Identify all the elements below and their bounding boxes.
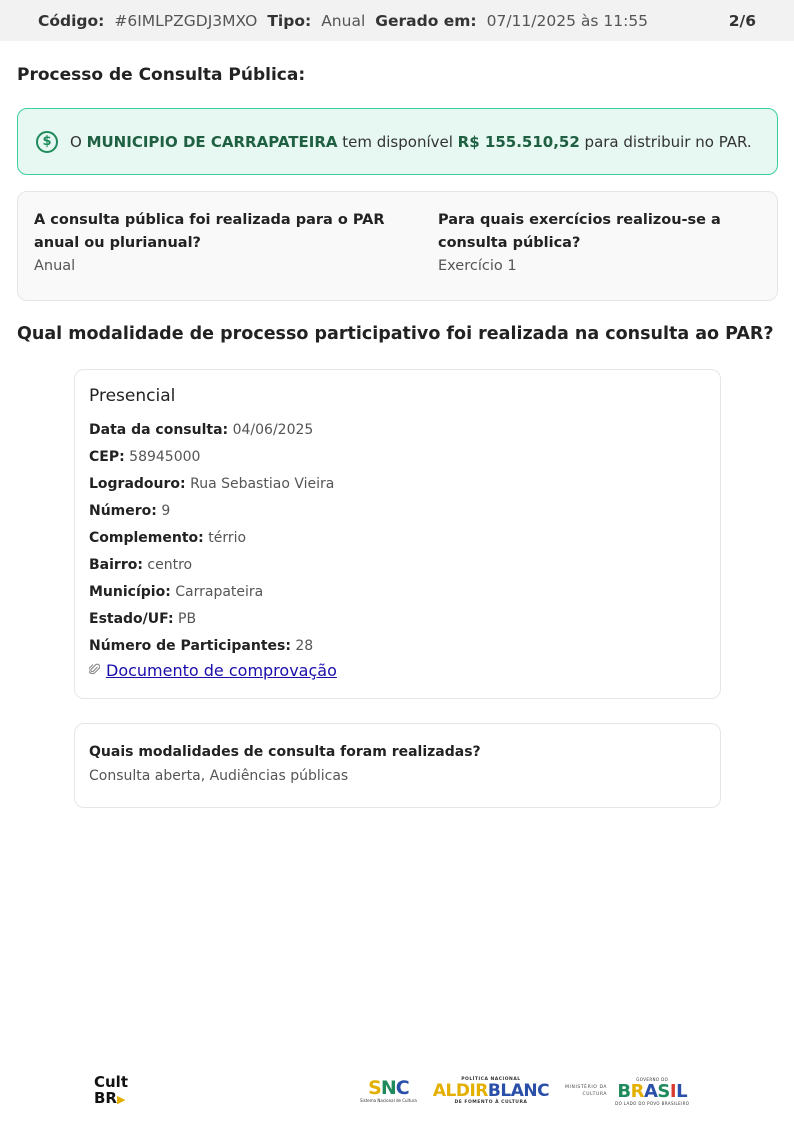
- budget-alert-text: [70, 133, 752, 151]
- info-question-2: Para quais exercícios realizou-se a consulta pública?: [438, 212, 721, 251]
- section-title: Processo de Consulta Pública:: [17, 65, 306, 85]
- info-col-exercicios: [438, 209, 758, 278]
- field-municipio: Município: Carrapateira: [89, 584, 264, 600]
- field-numero: Número: 9: [89, 503, 171, 519]
- presencial-fields: [89, 417, 337, 682]
- alert-middle: tem disponível: [337, 132, 458, 151]
- info-answer-2: Exercício 1: [438, 258, 517, 274]
- alert-prefix: O: [70, 132, 87, 151]
- minc-line1: MINISTÉRIO DA: [565, 1085, 608, 1090]
- info-answer-1: Anual: [34, 258, 76, 274]
- info-col-periodicidade: [34, 209, 419, 278]
- paperclip-icon: [89, 663, 100, 680]
- aldir-blanc-main: ALDIRBLANC: [432, 1081, 550, 1101]
- governo-brasil-logo: [615, 1077, 689, 1106]
- document-link[interactable]: Documento de comprovação: [106, 661, 337, 680]
- info-question-1: A consulta pública foi realizada para o PAR anual ou plurianual?: [34, 212, 385, 251]
- codigo-label: Código:: [38, 11, 105, 30]
- aldir-blanc-top: POLÍTICA NACIONAL: [461, 1077, 521, 1082]
- aldir-blanc-logo: [433, 1077, 549, 1105]
- tipo-label: Tipo:: [267, 11, 312, 30]
- field-data-consulta: Data da consulta: 04/06/2025: [89, 422, 314, 438]
- aldir-blanc-bottom: DE FOMENTO À CULTURA: [454, 1100, 528, 1105]
- modes-card: [74, 723, 721, 808]
- alert-municipio: MUNICIPIO DE CARRAPATEIRA: [86, 132, 338, 151]
- consulta-info-card: [17, 191, 778, 301]
- field-participantes: Número de Participantes: 28: [89, 638, 314, 654]
- alert-suffix: para distribuir no PAR.: [579, 132, 752, 151]
- dollar-circle-icon: $: [36, 131, 58, 153]
- codigo-value: #6IMLPZGDJ3MXO: [114, 11, 258, 30]
- field-bairro: Bairro: centro: [89, 557, 193, 573]
- tipo-value: Anual: [321, 11, 366, 30]
- gov-main: BRASIL: [617, 1080, 688, 1102]
- snc-logo: S N C Sistema Nacional de Cultura: [360, 1077, 417, 1103]
- ministerio-cultura-logo: [565, 1084, 607, 1098]
- snc-logo-subtitle: Sistema Nacional de Cultura: [360, 1098, 417, 1103]
- field-estado: Estado/UF: PB: [89, 611, 197, 627]
- modes-question: Quais modalidades de consulta foram realizadas?: [89, 744, 481, 760]
- cultbr-logo-line2: BR: [94, 1089, 117, 1107]
- cultbr-logo-line1: Cult: [94, 1073, 128, 1091]
- document-header: [0, 0, 794, 41]
- gov-bottom: DO LADO DO POVO BRASILEIRO: [615, 1100, 690, 1106]
- page-number: 2/6: [728, 11, 756, 30]
- field-cep: CEP: 58945000: [89, 449, 201, 465]
- field-logradouro: Logradouro: Rua Sebastiao Vieira: [89, 476, 335, 492]
- modality-question: Qual modalidade de processo participativo foi realizada na consulta ao PAR?: [17, 324, 774, 344]
- gov-top: GOVERNO DO: [636, 1076, 669, 1082]
- gerado-label: Gerado em:: [375, 11, 477, 30]
- budget-alert: [17, 108, 778, 175]
- presencial-card: [74, 369, 721, 699]
- alert-amount: R$ 155.510,52: [457, 132, 580, 151]
- minc-line2: CULTURA: [582, 1092, 608, 1097]
- presencial-title: Presencial: [89, 386, 176, 406]
- modes-answer: Consulta aberta, Audiências públicas: [89, 768, 349, 784]
- cultbr-logo: Cult BR▶: [94, 1073, 128, 1107]
- field-complemento: Complemento: térrio: [89, 530, 247, 546]
- footer-logos: [360, 1074, 689, 1108]
- document-link-row: [89, 660, 337, 682]
- gerado-value: 07/11/2025 às 11:55: [486, 11, 649, 30]
